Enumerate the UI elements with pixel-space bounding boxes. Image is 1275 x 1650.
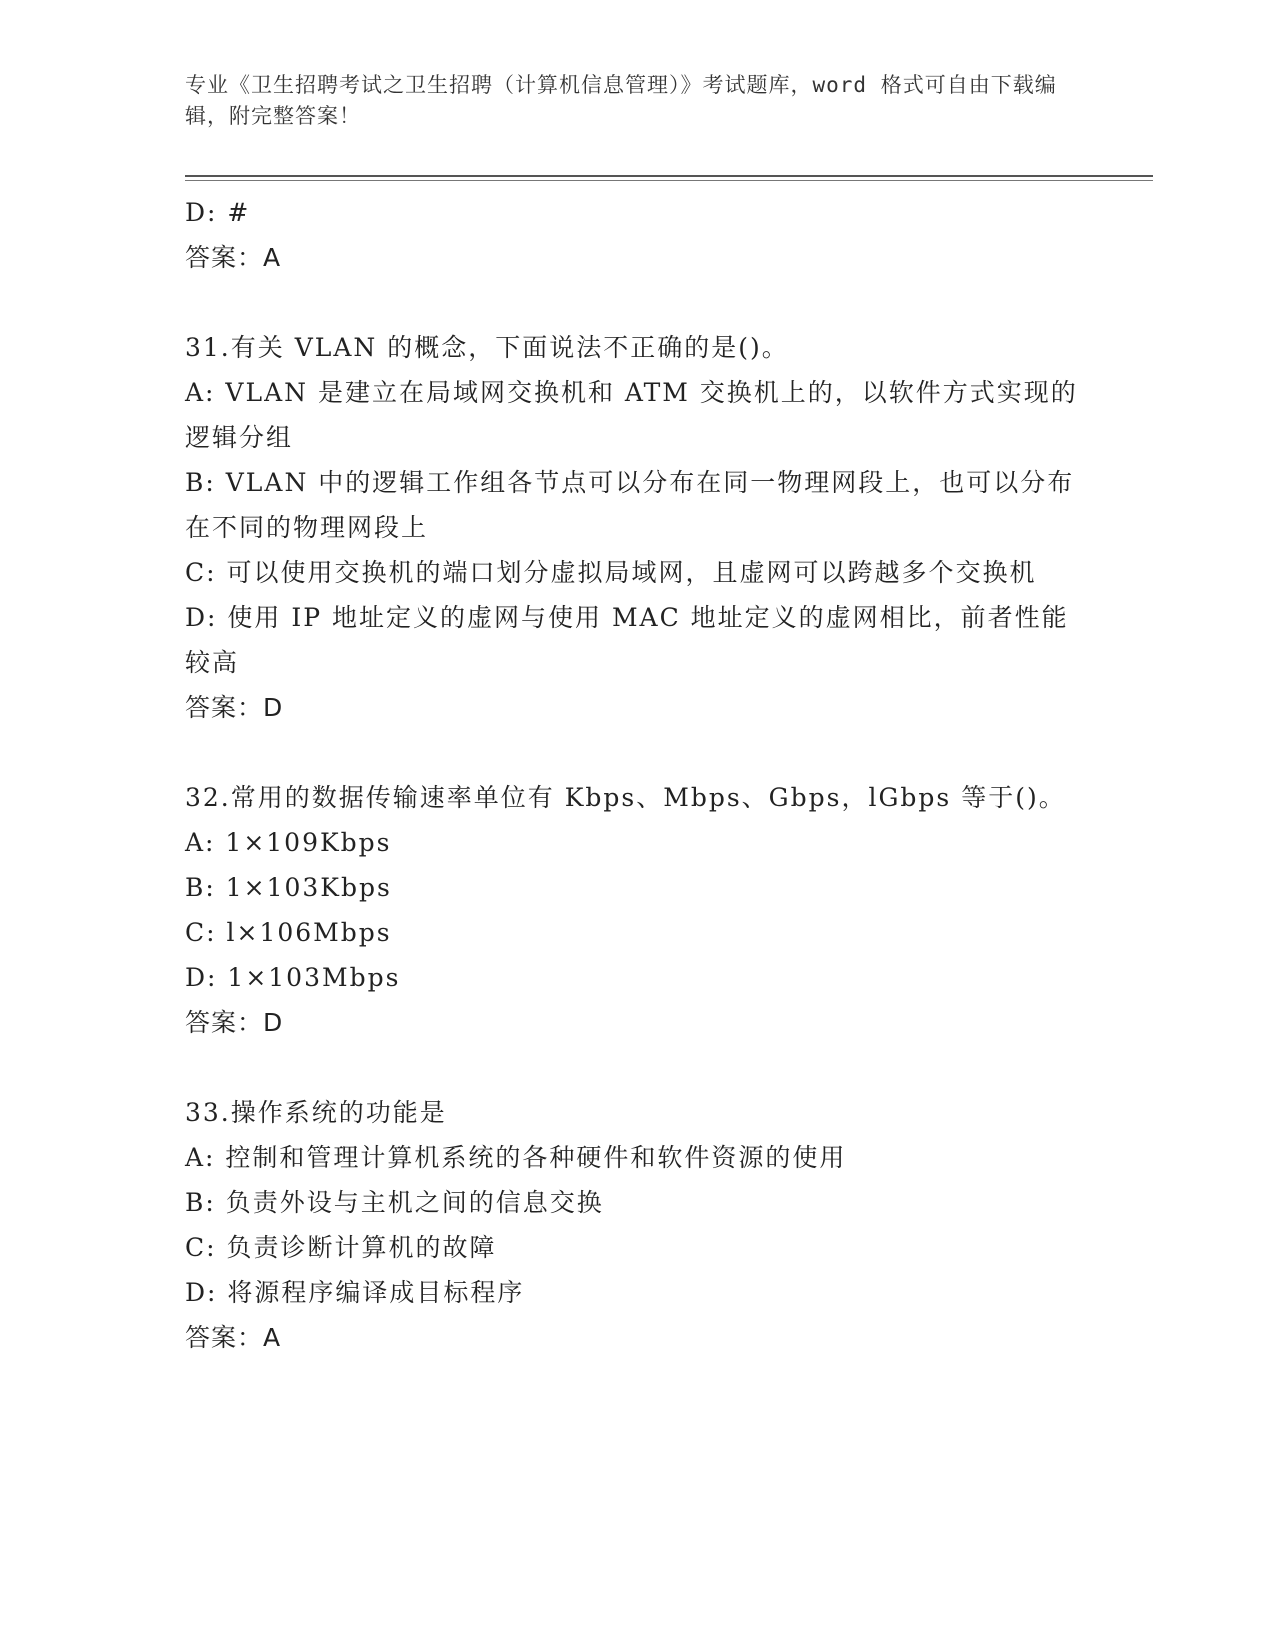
- answer: 答案：D: [185, 1008, 284, 1037]
- option-d: D: 将源程序编译成目标程序: [185, 1278, 525, 1307]
- header-divider-thin: [185, 180, 1153, 181]
- option-d: D: 使用 IP 地址定义的虚网与使用 MAC 地址定义的虚网相比，前者性能较高: [185, 603, 1069, 677]
- prev-answer: 答案：A: [185, 243, 282, 272]
- question-31: [185, 325, 1085, 730]
- prev-option-d: D: #: [185, 198, 251, 227]
- question-32: [185, 775, 1085, 1045]
- question-stem: 32.常用的数据传输速率单位有 Kbps、Mbps、Gbps，lGbps 等于()。: [185, 783, 1066, 812]
- option-c: C: 可以使用交换机的端口划分虚拟局域网，且虚网可以跨越多个交换机: [185, 558, 1037, 587]
- option-a: A: VLAN 是建立在局域网交换机和 ATM 交换机上的，以软件方式实现的逻辑分组: [185, 378, 1078, 452]
- document-header: 专业《卫生招聘考试之卫生招聘（计算机信息管理）》考试题库，word 格式可自由下载编辑，附完整答案！: [185, 73, 1057, 128]
- answer: 答案：D: [185, 693, 284, 722]
- question-content: [185, 190, 1085, 1360]
- question-stem: 33.操作系统的功能是: [185, 1098, 447, 1127]
- option-c: C: l×106Mbps: [185, 918, 392, 947]
- option-a: A: 1×109Kbps: [185, 828, 392, 857]
- option-b: B: 负责外设与主机之间的信息交换: [185, 1188, 604, 1217]
- option-b: B: 1×103Kbps: [185, 873, 392, 902]
- answer: 答案：A: [185, 1323, 282, 1352]
- option-d: D: 1×103Mbps: [185, 963, 401, 992]
- header-divider-thick: [185, 175, 1153, 177]
- option-c: C: 负责诊断计算机的故障: [185, 1233, 497, 1262]
- question-33: [185, 1090, 1085, 1360]
- question-stem: 31.有关 VLAN 的概念，下面说法不正确的是()。: [185, 333, 789, 362]
- option-a: A: 控制和管理计算机系统的各种硬件和软件资源的使用: [185, 1143, 847, 1172]
- option-b: B: VLAN 中的逻辑工作组各节点可以分布在同一物理网段上，也可以分布在不同的物理网段上: [185, 468, 1075, 542]
